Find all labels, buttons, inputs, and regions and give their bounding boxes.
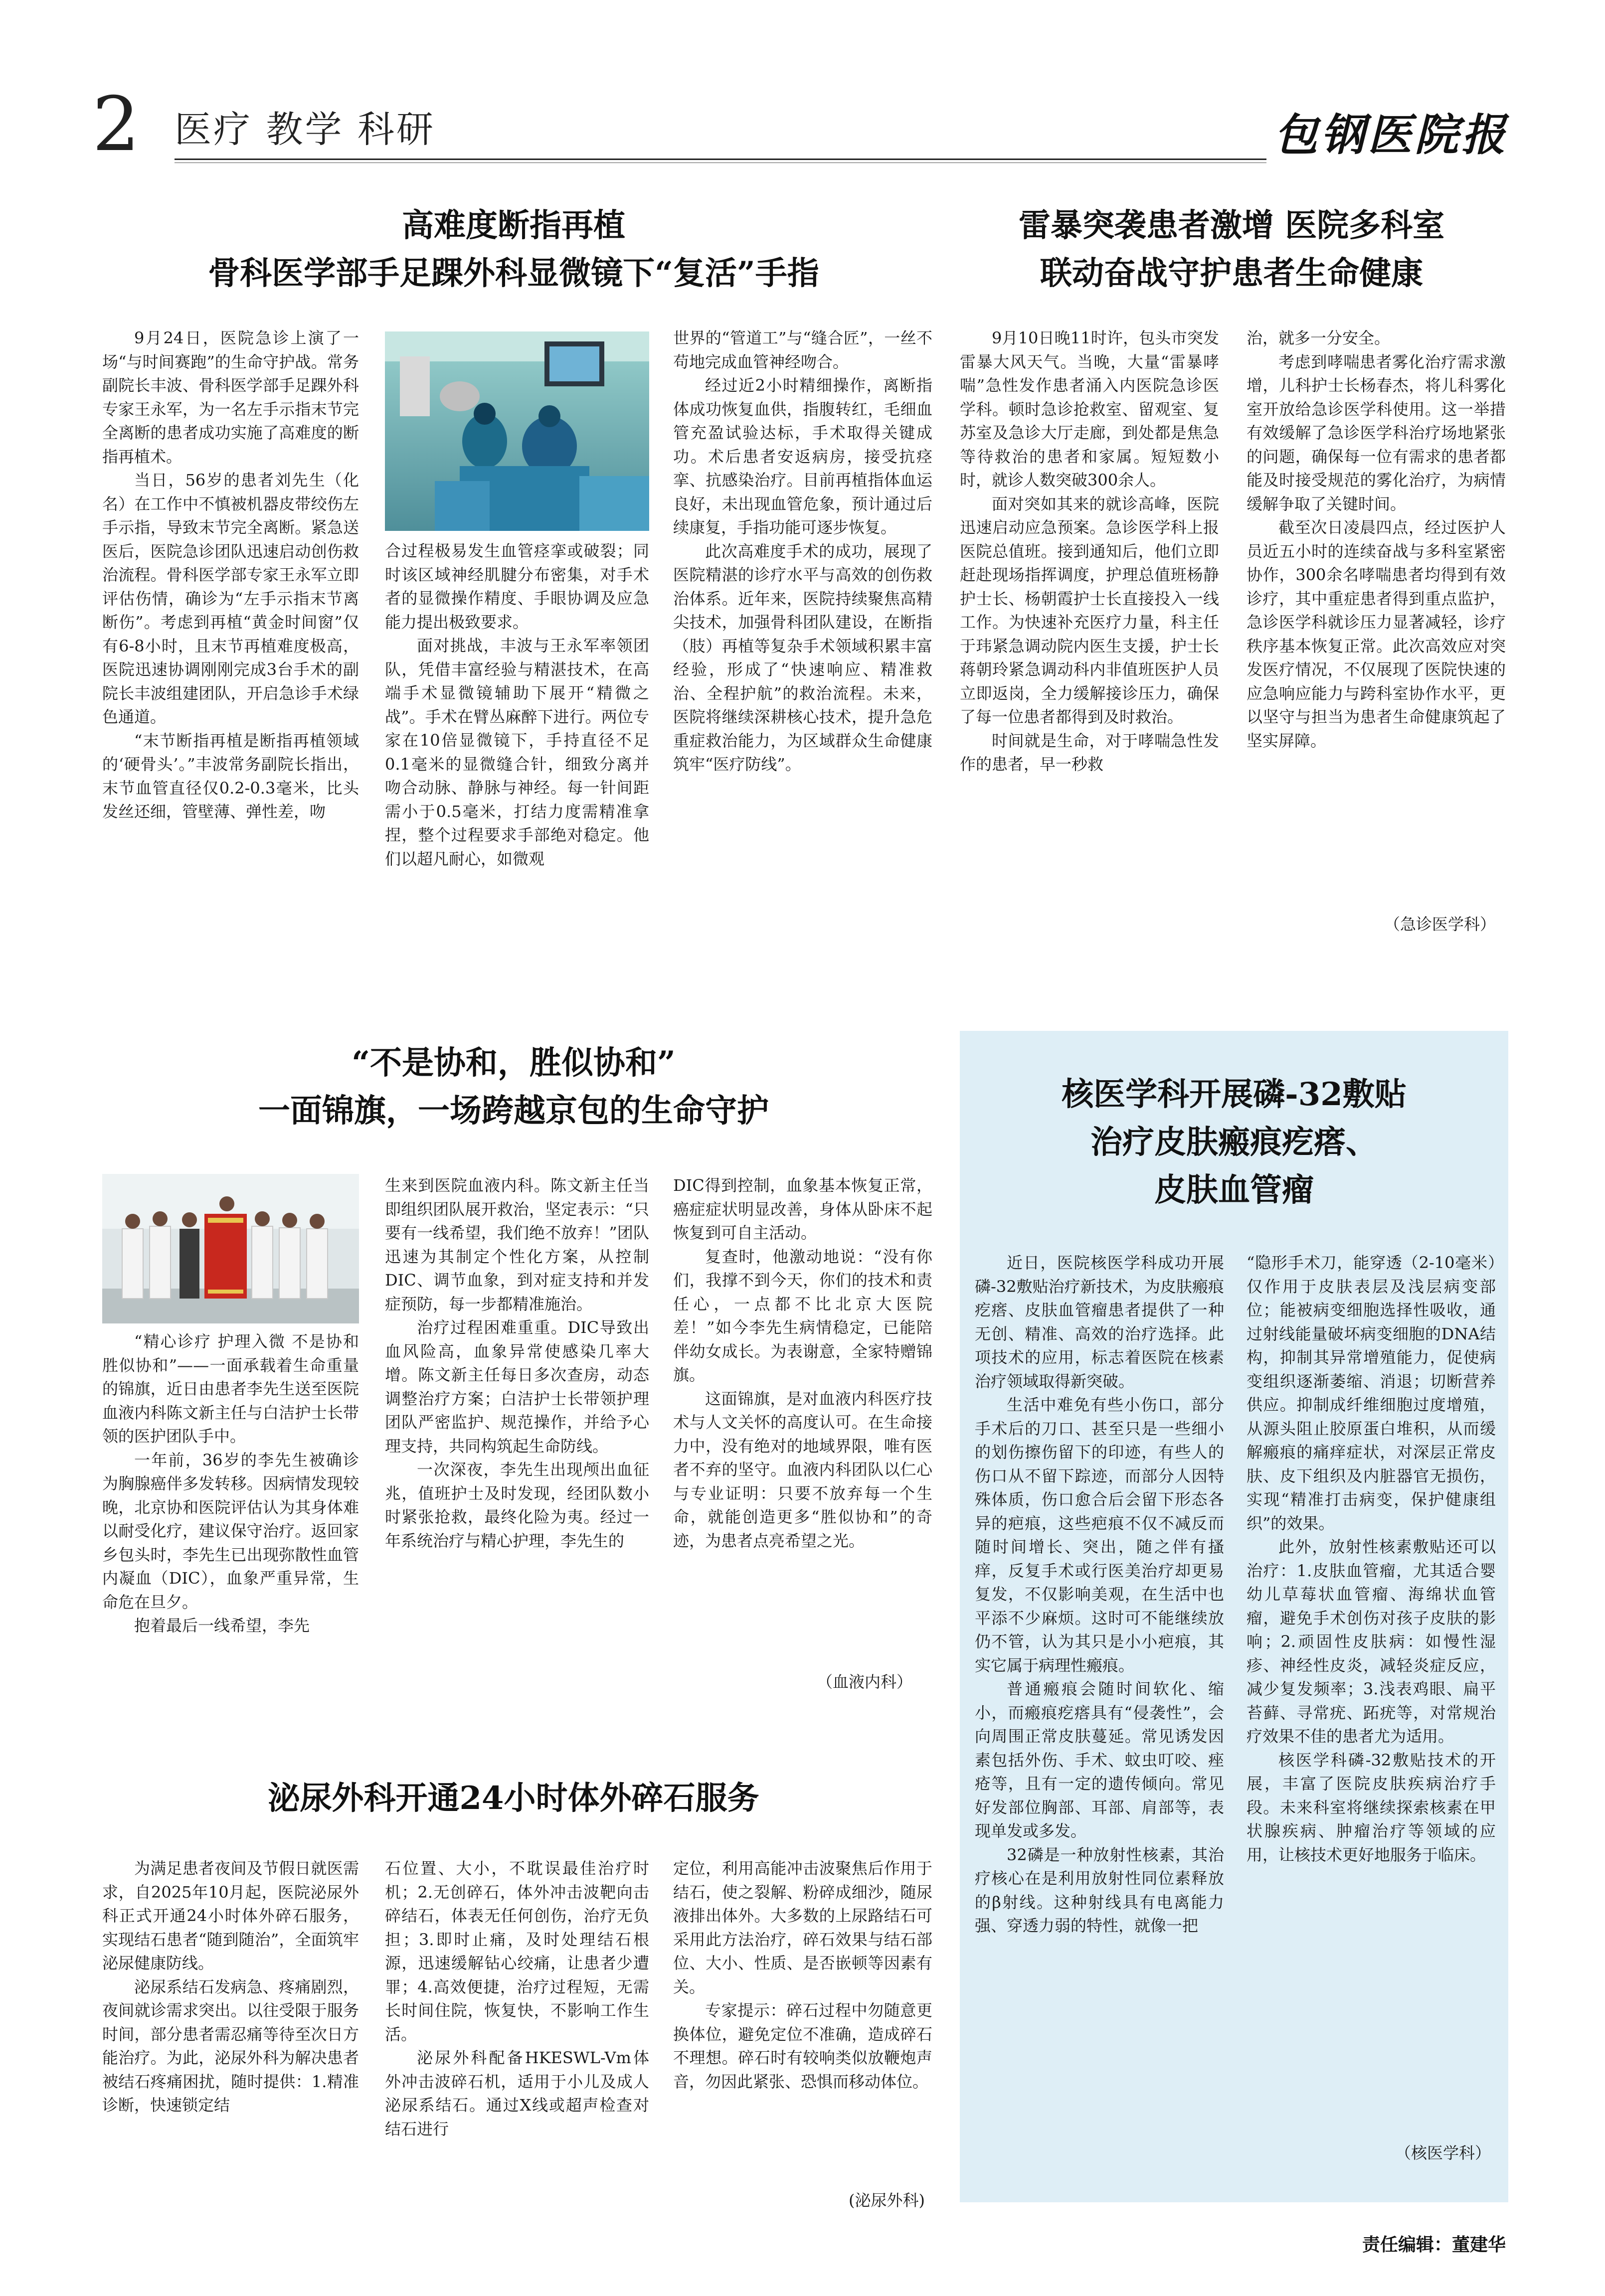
page-number: 2: [92, 81, 140, 168]
article-1-paragraph: 当日，56岁的患者刘先生（化名）在工作中不慎被机器皮带绞伤左手示指，导致末节完全离断。紧急送医后，医院急诊团队迅速启动创伤救治流程。骨科医学部专家王永军立即评估伤情，确诊为“左手示指末节离断伤”。考虑到再植“黄金时间窗”仅有6-8小时，且末节再植难度极高，医院迅速协调刚刚完成3台手术的副院长丰波组建团队，开启急诊手术绿色通道。: [102, 471, 359, 726]
masthead-logo: 包钢医院报: [1274, 109, 1509, 161]
article-3-paragraph: 治疗过程困难重重。DIC导致出血风险高，血象异常使感染几率大增。陈文新主任每日多次查房，动态调整治疗方案；白洁护士长带领护理团队严密监护、规范操作，并给予心理支持，共同构筑起生命防线。: [385, 1318, 649, 1456]
article-1-paragraph: 经过近2小时精细操作，离断指体成功恢复血供，指腹转红，毛细血管充盈试验达标，手术取得关键成功。术后患者安返病房，接受抗痉挛、抗感染治疗。目前再植指体血运良好，未出现血管危象，预计通过后续康复，手指功能可逐步恢复。: [673, 376, 932, 537]
article-3-paragraph: DIC得到控制，血象基本恢复正常，癌症症状明显改善，身体从卧床不起恢复到可自主活动。: [673, 1176, 932, 1242]
article-2-paragraph: 治，就多一分安全。: [1247, 328, 1391, 347]
article-1-title: [100, 202, 927, 298]
article-5-column-1: [975, 1251, 1224, 2188]
article-4-paragraph: 定位，利用高能冲击波聚焦后作用于结石，使之裂解、粉碎成细沙，随尿液排出体外。大多数的上尿路结石可采用此方法治疗，碎石效果与结石部位、大小、性质、是否嵌顿等因素有关。: [673, 1859, 932, 1996]
article-5-title: [960, 1071, 1508, 1214]
article-2-paragraph: 考虑到哮喘患者雾化治疗需求激增，儿科护士长杨春杰，将儿科雾化室开放给急诊医学科使用。这一举措有效缓解了急诊医学科治疗场地紧张的问题，确保每一位有需求的患者都能及时接受规范的雾化治疗，为病情缓解争取了关键时间。: [1247, 352, 1506, 513]
article-2-paragraph: 9月10日晚11时许，包头市突发雷暴大风天气。当晚，大量“雷暴哮喘”急性发作患者涌入内医院急诊医学科。顿时急诊抢救室、留观室、复苏室及急诊大厅走廊，到处都是焦急等待救治的患者和家属。短短数小时，就诊人数突破300余人。: [960, 328, 1219, 490]
article-1-paragraph: 面对挑战，丰波与王永军率领团队，凭借丰富经验与精湛技术，在高端手术显微镜辅助下展开“精微之战”。手术在臂丛麻醉下进行。两位专家在10倍显微镜下，手持直径不足0.1毫米的显微缝合针，细致分离并吻合动脉、静脉与神经。每一针间距需小于0.5毫米，打结力度需精准拿捏，整个过程要求手部绝对稳定。他们以超凡耐心，如微观: [385, 636, 649, 868]
article-3-title: [100, 1039, 927, 1135]
article-2-paragraph: 面对突如其来的就诊高峰，医院迅速启动应急预案。急诊医学科上报医院总值班。接到通知后，他们立即赶赴现场指挥调度，护理总值班杨静护士长、杨朝霞护士长直接投入一线工作。为快速补充医疗力量，科主任于玮紧急调动院内医生支援，护士长蒋朝玲紧急调动科内非值班医护人员立即返岗，全力缓解接诊压力，确保了每一位患者都得到及时救治。: [960, 494, 1219, 726]
article-3-column-3: [673, 1174, 932, 1662]
article-4-title-line-1: 泌尿外科开通24小时体外碎石服务: [268, 1780, 759, 1817]
article-4-title: [100, 1775, 927, 1822]
article-4-column-1: [102, 1857, 359, 2216]
article-1-paragraph: 9月24日，医院急诊上演了一场“与时间赛跑”的生命守护战。常务副院长丰波、骨科医学部手足踝外科专家王永军，为一名左手示指末节完全离断的患者成功实施了高难度的断指再植术。: [102, 328, 359, 466]
article-3-paragraph: 一次深夜，李先生出现颅出血征兆，值班护士及时发现，经团队数小时紧张抢救，最终化险为夷。经过一年系统治疗与精心护理，李先生的: [385, 1460, 649, 1550]
article-5-title-line-1: 核医学科开展磷-32敷贴: [1062, 1076, 1407, 1113]
article-1-column-1: [102, 327, 359, 994]
article-3-paragraph: “精心诊疗 护理入微 不是协和胜似协和”——一面承载着生命重量的锦旗，近日由患者李先生送至医院血液内科陈文新主任与白洁护士长带领的医护团队手中。: [102, 1332, 359, 1446]
article-1-column-3: [673, 327, 932, 994]
article-5-title-line-2: 治疗皮肤瘢痕疙瘩、: [1090, 1124, 1378, 1161]
article-3-title-line-2: 一面锦旗，一场跨越京包的生命守护: [258, 1092, 769, 1130]
banner-photo-image: [102, 1174, 359, 1323]
article-3-paragraph: 生来到医院血液内科。陈文新主任当即组织团队展开救治，坚定表示：“只要有一线希望，我们绝不放弃！”团队迅速为其制定个性化方案，从控制DIC、调节血象，到对症支持和并发症预防，每一步都精准施治。: [385, 1176, 649, 1313]
footer-editor: 责任编辑：董建华: [1362, 2235, 1506, 2255]
article-4-paragraph: 泌尿外科配备HKESWL-Vm体外冲击波碎石机，适用于小儿及成人泌尿系结石。通过X线或超声检查对结石进行: [385, 2048, 649, 2138]
banner-presentation-photo: [102, 1174, 359, 1323]
article-2-title: [957, 202, 1506, 298]
article-2-paragraph: 截至次日凌晨四点，经过医护人员近五小时的连续奋战与多科室紧密协作，300余名哮喘患者均得到有效诊疗，其中重症患者得到重点监护，急诊医学科就诊压力显著减轻，诊疗秩序基本恢复正常。此次高效应对突发医疗情况，不仅展现了医院快速的应急响应能力与跨科室协作水平，更以坚守与担当为患者生命健康筑起了坚实屏障。: [1247, 518, 1506, 750]
article-3-title-line-1: “不是协和，胜似协和”: [352, 1044, 676, 1082]
surgery-photo-image: [385, 331, 649, 531]
article-2-title-line-1: 雷暴突袭患者激增 医院多科室: [1018, 207, 1445, 244]
article-1-paragraph: 世界的“管道工”与“缝合匠”，一丝不苟地完成血管神经吻合。: [673, 328, 932, 371]
article-4-paragraph: 为满足患者夜间及节假日就医需求，自2025年10月起，医院泌尿外科正式开通24小时体外碎石服务，实现结石患者“随到随治”，全面筑牢泌尿健康防线。: [102, 1859, 359, 1972]
article-4-paragraph: 石位置、大小，不耽误最佳治疗时机；2.无创碎石，体外冲击波靶向击碎结石，体表无任何创伤，治疗无负担；3.即时止痛，及时处理结石根源，迅速缓解钻心绞痛，让患者少遭罪；4.高效便捷，治疗过程短，无需长时间住院，恢复快，不影响工作生活。: [385, 1859, 649, 2044]
article-1-title-line-1: 高难度断指再植: [402, 207, 625, 244]
article-3-paragraph: 复查时，他激动地说：“没有你们，我撑不到今天，你们的技术和责任心，一点都不比北京大医院差！”如今李先生病情稳定，已能陪伴幼女成长。为表谢意，全家特赠锦旗。: [673, 1247, 932, 1384]
article-3-column-1: [102, 1330, 359, 1734]
article-5-paragraph: 普通瘢痕会随时间软化、缩小，而瘢痕疙瘩具有“侵袭性”，会向周围正常皮肤蔓延。常见诱发因素包括外伤、手术、蚊虫叮咬、痤疮等，且有一定的遗传倾向。常见好发部位胸部、耳部、肩部等，表现单发或多发。: [975, 1679, 1224, 1840]
article-2-column-2: [1247, 327, 1506, 915]
article-4-column-2: [385, 1857, 649, 2216]
article-3-paragraph: 一年前，36岁的李先生被确诊为胸腺癌伴多发转移。因病情发现较晚，北京协和医院评估认为其身体难以耐受化疗，建议保守治疗。返回家乡包头时，李先生已出现弥散性血管内凝血（DIC），血象严重异常，生命危在旦夕。: [102, 1450, 359, 1612]
article-1-paragraph: “末节断指再植是断指再植领域的‘硬骨头’。”丰波常务副院长指出，末节血管直径仅0.2-0.3毫米，比头发丝还细，管壁薄、弹性差，吻: [102, 731, 359, 821]
article-4-column-3: [673, 1857, 932, 2186]
article-4-source: (泌尿外科): [849, 2191, 925, 2210]
article-3-paragraph: 这面锦旗，是对血液内科医疗技术与人文关怀的高度认可。在生命接力中，没有绝对的地域界限，唯有医者不弃的坚守。血液内科团队以仁心与专业证明：只要不放弃每一个生命，就能创造更多“胜似协和”的奇迹，为患者点亮希望之光。: [673, 1389, 932, 1550]
article-5-column-2: [1247, 1251, 1496, 2138]
article-1-paragraph: 合过程极易发生血管痉挛或破裂；同时该区域神经肌腱分布密集，对手术者的显微操作精度、手眼协调及应急能力提出极致要求。: [385, 541, 649, 632]
article-1-title-line-2: 骨科医学部手足踝外科显微镜下“复活”手指: [208, 255, 819, 292]
surgery-photo: [385, 331, 649, 531]
article-5-title-line-3: 皮肤血管瘤: [1154, 1171, 1314, 1209]
article-5-paragraph: 核医学科磷-32敷贴技术的开展，丰富了医院皮肤疾病治疗手段。未来科室将继续探索核素在甲状腺疾病、肿瘤治疗等领域的应用，让核技术更好地服务于临床。: [1247, 1750, 1496, 1864]
article-2-source: （急诊医学科）: [1384, 915, 1496, 934]
article-2-paragraph: 时间就是生命，对于哮喘急性发作的患者，早一秒救: [960, 731, 1219, 774]
article-3-paragraph: 抱着最后一线希望，李先: [134, 1616, 310, 1635]
article-5-paragraph: 生活中难免有些小伤口，部分手术后的刀口、甚至只是一些细小的划伤擦伤留下的印迹，有些人的伤口从不留下踪迹，而部分人因特殊体质，伤口愈合后会留下形态各异的疤痕，这些疤痕不仅不减反而随时间增长、突出，随之伴有搔痒，反复手术或行医美治疗却更易复发，不仅影响美观，在生活中也平添不少麻烦。这时可不能继续放仍不管，认为其只是小小疤痕，其实它属于病理性瘢痕。: [975, 1395, 1224, 1675]
article-5-source: （核医学科）: [1395, 2143, 1491, 2162]
article-2-column-1: [960, 327, 1219, 970]
article-5-paragraph: 近日，医院核医学科成功开展磷-32敷贴治疗新技术，为皮肤瘢痕疙瘩、皮肤血管瘤患者提供了一种无创、精准、高效的治疗选择。此项技术的应用，标志着医院在核素治疗领域取得新突破。: [975, 1253, 1224, 1391]
article-1-paragraph: 此次高难度手术的成功，展现了医院精湛的诊疗水平与高效的创伤救治体系。近年来，医院持续聚焦高精尖技术，加强骨科团队建设，在断指（肢）再植等复杂手术领域积累丰富经验，形成了“快速响应、精准救治、全程护航”的救治流程。未来，医院将继续深耕核心技术，提升急危重症救治能力，为区域群众生命健康筑牢“医疗防线”。: [673, 541, 932, 774]
article-5-paragraph: 此外，放射性核素敷贴还可以治疗：1.皮肤血管瘤，尤其适合婴幼儿草莓状血管瘤、海绵状血管瘤，避免手术创伤对孩子皮肤的影响；2.顽固性皮肤病：如慢性湿疹、神经性皮炎，减轻炎症反应，减少复发频率；3.浅表鸡眼、扁平苔藓、寻常疣、跖疣等，对常规治疗效果不佳的患者尤为适用。: [1247, 1537, 1496, 1746]
article-5-paragraph: “隐形手术刀，能穿透（2-10毫米）仅作用于皮肤表层及浅层病变部位；能被病变细胞选择性吸收，通过射线能量破坏病变细胞的DNA结构，抑制其异常增殖能力，促使病变组织逐渐萎缩、消退；切断营养供应。抑制成纤维细胞过度增殖，从源头阻止胶原蛋白堆积，从而缓解瘢痕的痛痒症状，对深层正常皮肤、皮下组织及内脏器官无损伤，实现“精准打击病变，保护健康组织”的效果。: [1247, 1253, 1496, 1533]
article-3-source: （血液内科）: [816, 1672, 912, 1691]
article-3-column-2: [385, 1174, 649, 1734]
section-title: 医疗 教学 科研: [175, 108, 436, 151]
article-4-paragraph: 泌尿系结石发病急、疼痛剧烈，夜间就诊需求突出。以往受限于服务时间，部分患者需忍痛等待至次日方能治疗。为此，泌尿外科为解决患者被结石疼痛困扰，随时提供：1.精准诊断，快速锁定结: [102, 1977, 359, 2115]
article-5-paragraph: 32磷是一种放射性核素，其治疗核心在是利用放射性同位素释放的β射线。这种射线具有电离能力强、穿透力弱的特性，就像一把: [975, 1845, 1224, 1935]
article-4-paragraph: 专家提示：碎石过程中勿随意更换体位，避免定位不准确，造成碎石不理想。碎石时有较响类似放鞭炮声音，勿因此紧张、恐惧而移动体位。: [673, 2001, 932, 2091]
article-2-title-line-2: 联动奋战守护患者生命健康: [1040, 255, 1423, 292]
article-1-column-2: [385, 539, 649, 994]
header-rule: [175, 159, 1266, 160]
